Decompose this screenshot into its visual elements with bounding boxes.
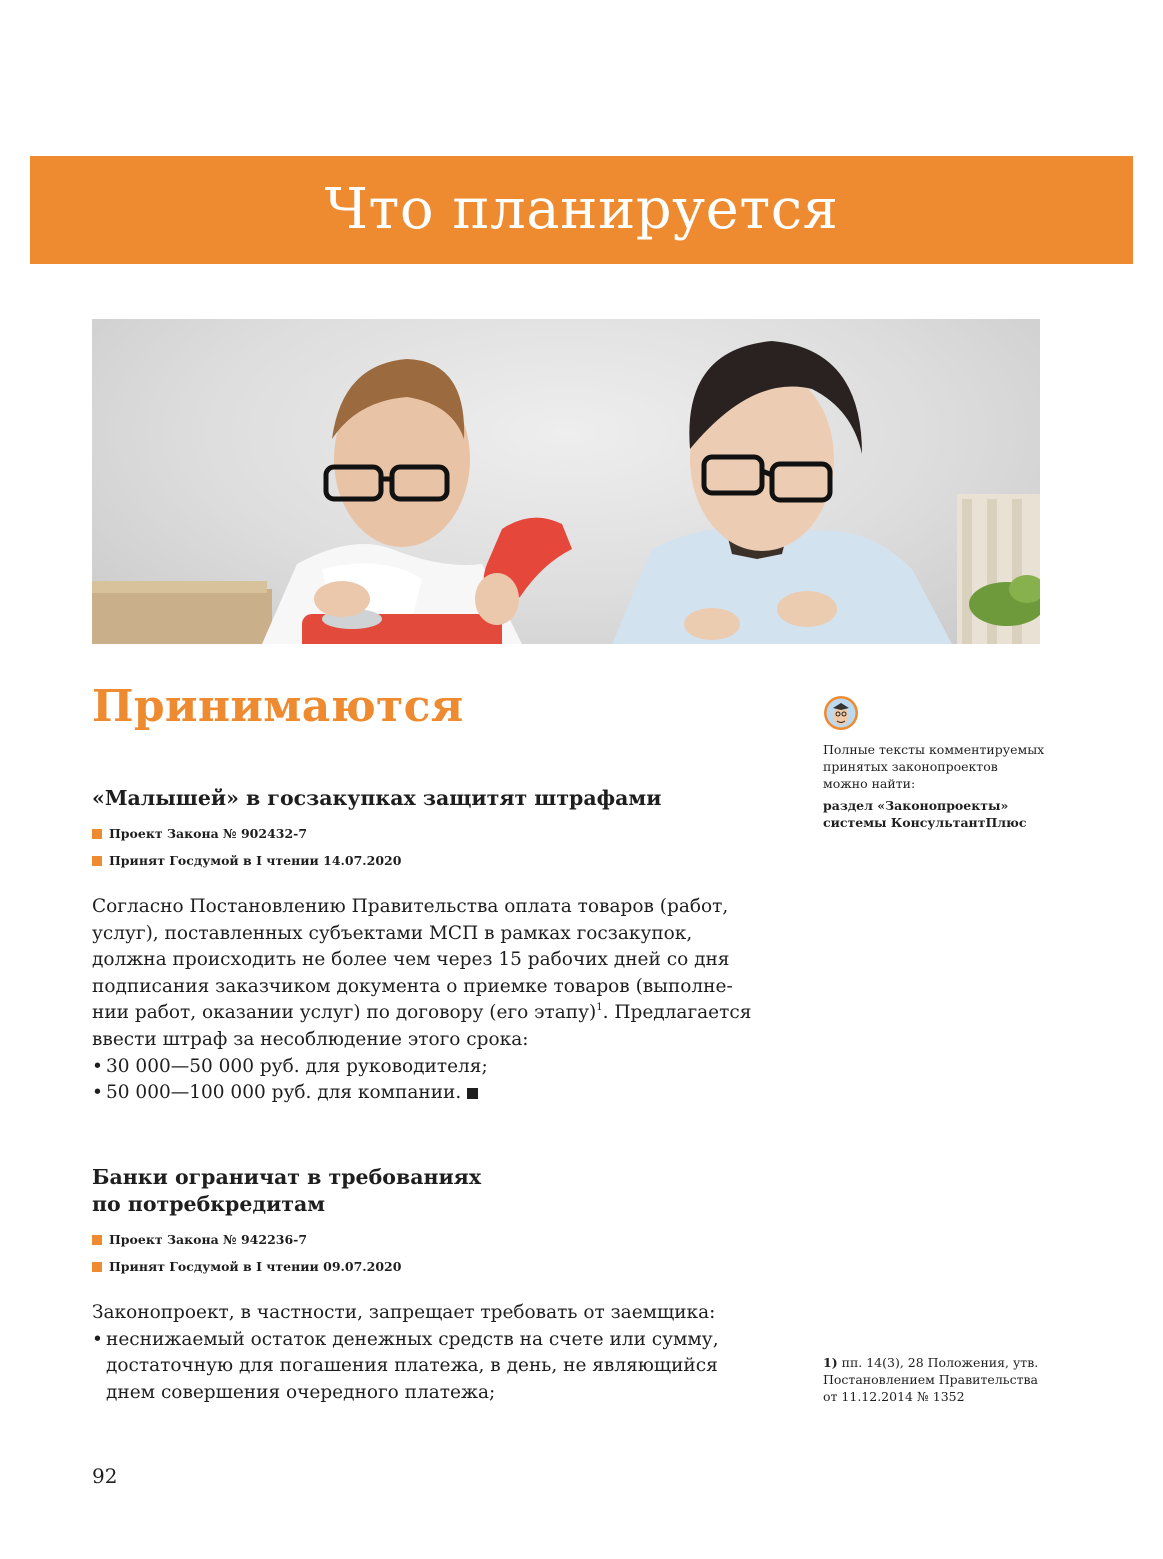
- bullet-dot-icon: •: [92, 1328, 103, 1350]
- sidebar-source: [823, 797, 1053, 831]
- end-square-icon: [467, 1088, 478, 1099]
- paragraph-line: подписания заказчиком документа о приемке товаров (выполне-: [92, 975, 733, 997]
- paragraph-text: . Предлагается: [602, 1002, 752, 1024]
- bullet-item: [92, 1054, 772, 1081]
- consultant-mascot-icon: [823, 695, 859, 731]
- reading-status: Принят Госдумой в I чтении 09.07.2020: [109, 1259, 402, 1274]
- sidebar-source-line: системы КонсультантПлюс: [823, 815, 1027, 830]
- bullet-continuation: достаточную для погашения платежа, в день, не являющийся: [106, 1355, 718, 1377]
- article-2-body: [92, 1300, 772, 1406]
- orange-square-icon: [92, 829, 102, 839]
- article-2-title-line: по потребкредитам: [92, 1192, 326, 1216]
- article-1-meta-item: [92, 820, 401, 847]
- paragraph-text: нии работ, оказании услуг) по договору (его этапу): [92, 1002, 597, 1024]
- orange-square-icon: [92, 856, 102, 866]
- footnote-line: Постановлением Правительства: [823, 1372, 1038, 1387]
- footnote-line: от 11.12.2014 № 1352: [823, 1389, 965, 1404]
- article-1-meta-item: [92, 847, 401, 874]
- orange-square-icon: [92, 1235, 102, 1245]
- bullet-continuation: днем совершения очередного платежа;: [106, 1381, 496, 1403]
- bullet-text: неснижаемый остаток денежных средств на счете или сумму,: [106, 1328, 719, 1350]
- footnote-text: пп. 14(3), 28 Положения, утв.: [841, 1355, 1039, 1370]
- paragraph-line: услуг), поставленных субъектами МСП в рамках госзакупок,: [92, 922, 693, 944]
- sidebar-note-line: Полные тексты комментируемых: [823, 742, 1045, 757]
- bullet-item: [92, 1327, 772, 1354]
- bill-number: Проект Закона № 942236-7: [109, 1232, 308, 1247]
- article-2-meta-item: [92, 1253, 401, 1280]
- bill-number: Проект Закона № 902432-7: [109, 826, 308, 841]
- page-number: 92: [92, 1464, 118, 1488]
- footnote-ref[interactable]: 1: [596, 1002, 603, 1014]
- paragraph-line: должна происходить не более чем через 15 рабочих дней со дня: [92, 949, 730, 971]
- sidebar-note-line: можно найти:: [823, 776, 916, 791]
- article-1-meta: [92, 820, 401, 874]
- bullet-dot-icon: •: [92, 1055, 103, 1077]
- footnote: [823, 1354, 1053, 1405]
- article-1-title: [92, 785, 661, 812]
- section-banner: [30, 156, 1133, 264]
- bullet-text: 30 000—50 000 руб. для руководителя;: [106, 1055, 488, 1077]
- paragraph-line: Законопроект, в частности, запрещает требовать от заемщика:: [92, 1302, 716, 1323]
- reading-status: Принят Госдумой в I чтении 14.07.2020: [109, 853, 402, 868]
- article-2-meta: [92, 1226, 401, 1280]
- footnote-line: [823, 1354, 1053, 1371]
- section-heading: Принимаются: [92, 681, 464, 732]
- article-1-title-line: «Малышей» в госзакупках защитят штрафами: [92, 786, 662, 810]
- children-photo-illustration: [92, 319, 1040, 644]
- paragraph-line: Согласно Постановлению Правительства оплата товаров (работ,: [92, 896, 729, 917]
- article-2-title-line: Банки ограничат в требованиях: [92, 1165, 482, 1189]
- banner-title: Что планируется: [324, 177, 839, 242]
- article-2-meta-item: [92, 1226, 401, 1253]
- footnote-number: 1): [823, 1355, 838, 1370]
- orange-square-icon: [92, 1262, 102, 1272]
- sidebar-note: [823, 741, 1053, 831]
- sidebar-source-line: раздел «Законопроекты»: [823, 798, 1009, 813]
- header-photo: [92, 319, 1040, 644]
- article-2-title: [92, 1164, 481, 1218]
- article-1-body: [92, 894, 772, 1107]
- bullet-dot-icon: •: [92, 1082, 103, 1104]
- bullet-text: 50 000—100 000 руб. для компании.: [106, 1082, 462, 1104]
- sidebar-note-line: принятых законопроектов: [823, 759, 998, 774]
- bullet-item: [92, 1080, 772, 1107]
- paragraph-line: ввести штраф за несоблюдение этого срока:: [92, 1028, 529, 1050]
- paragraph-line: [92, 1000, 772, 1027]
